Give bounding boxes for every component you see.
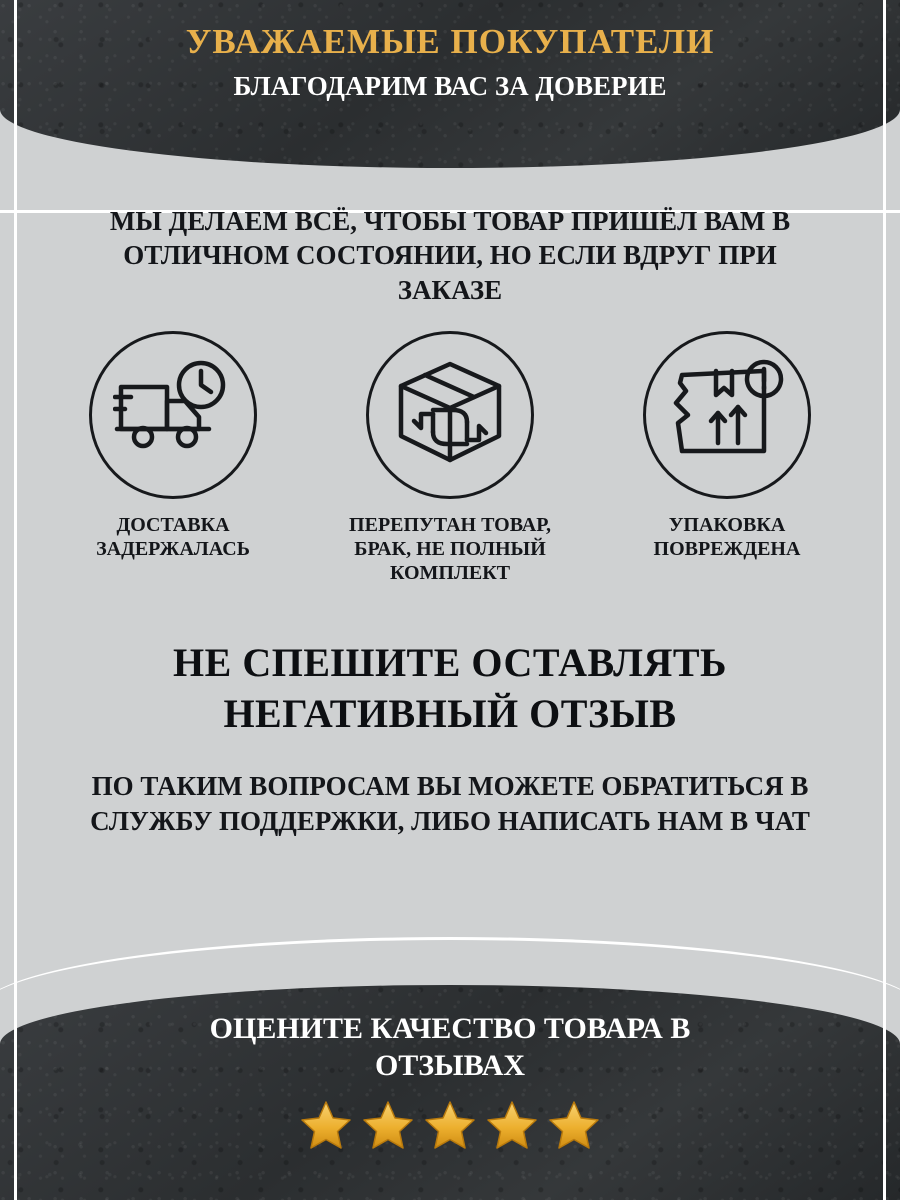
- damaged-package-icon: [668, 357, 786, 472]
- header-subtitle: БЛАГОДАРИМ ВАС ЗА ДОВЕРИЕ: [233, 70, 667, 101]
- issue-item-wrong-product: [317, 331, 583, 585]
- issue-icon-frame: [366, 331, 534, 499]
- issue-caption: ДОСТАВКА ЗАДЕРЖАЛАСЬ: [96, 513, 250, 560]
- issue-caption: УПАКОВКА ПОВРЕЖДЕНА: [653, 513, 801, 560]
- main-content: [0, 168, 900, 838]
- star-rating[interactable]: [298, 1098, 602, 1154]
- star-icon[interactable]: [484, 1098, 540, 1154]
- issue-caption: ПЕРЕПУТАН ТОВАР, БРАК, НЕ ПОЛНЫЙ КОМПЛЕКТ: [349, 513, 551, 584]
- issue-icon-frame: [643, 331, 811, 499]
- support-text: ПО ТАКИМ ВОПРОСАМ ВЫ МОЖЕТЕ ОБРАТИТЬСЯ В СЛУЖБУ ПОДДЕРЖКИ, ЛИБО НАПИСАТЬ НАМ В ЧАТ: [90, 771, 810, 836]
- star-icon[interactable]: [546, 1098, 602, 1154]
- header: [0, 0, 900, 168]
- footer-call-to-action: ОЦЕНИТЕ КАЧЕСТВО ТОВАРА В ОТЗЫВАХ: [209, 1012, 691, 1082]
- star-icon[interactable]: [422, 1098, 478, 1154]
- star-icon[interactable]: [298, 1098, 354, 1154]
- issue-item-delivery: [40, 331, 306, 561]
- delivery-truck-clock-icon: [113, 357, 233, 472]
- page-title: УВАЖАЕМЫЕ ПОКУПАТЕЛИ: [185, 22, 715, 61]
- issue-icon-frame: [89, 331, 257, 499]
- star-icon[interactable]: [360, 1098, 416, 1154]
- issue-list: [40, 331, 860, 585]
- issue-item-damaged-package: [594, 331, 860, 561]
- footer: [0, 985, 900, 1200]
- headline-text: НЕ СПЕШИТЕ ОСТАВЛЯТЬ НЕГАТИВНЫЙ ОТЗЫВ: [173, 639, 727, 737]
- box-exchange-arrows-icon: [389, 356, 511, 473]
- intro-text: МЫ ДЕЛАЕМ ВСЁ, ЧТОБЫ ТОВАР ПРИШЁЛ ВАМ В ОТЛИЧНОМ СОСТОЯНИИ, НО ЕСЛИ ВДРУГ ПРИ ЗАКАЗЕ: [109, 206, 791, 305]
